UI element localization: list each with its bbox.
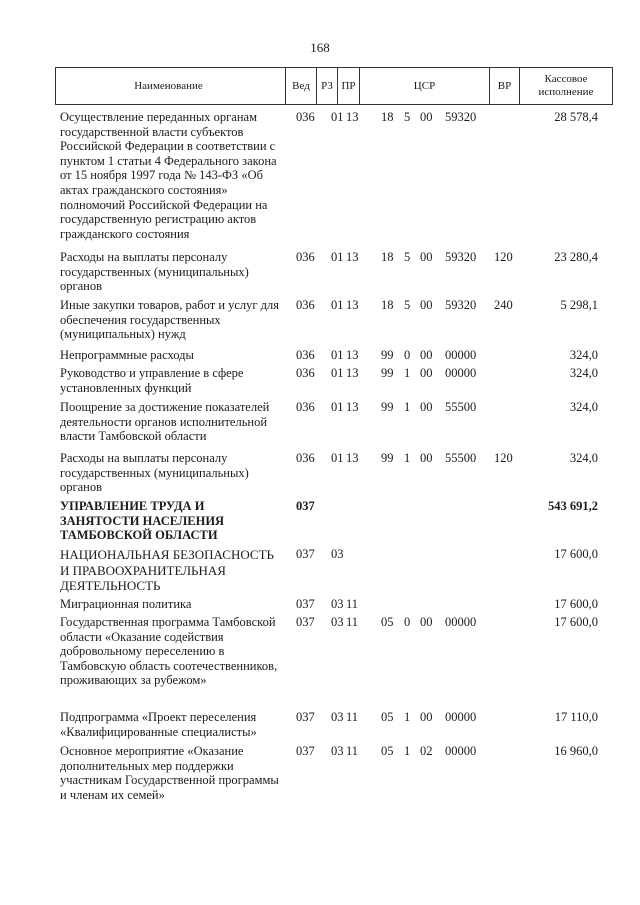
row-name: Руководство и управление в сфере установленных функций [60,366,244,395]
row-pr: 13 [346,298,359,312]
row-ved: 037 [296,615,315,629]
row-amount: 324,0 [569,348,598,362]
row-rz: 01 [331,400,344,414]
row-name: Расходы на выплаты персоналу государственных (муниципальных) органов [60,250,249,294]
row-csr-2: 1 [404,451,411,465]
row-amount: 17 110,0 [554,710,598,724]
header-pr: ПР [337,68,359,104]
row-csr-3: 00 [420,348,433,362]
row-csr-2: 1 [404,710,411,724]
row-csr-3: 00 [420,250,433,264]
row-amount: 543 691,2 [548,499,598,513]
row-rz: 01 [331,298,344,312]
row-name: Основное мероприятие «Оказание дополнительных мер поддержки участникам Государственной программы и членам их семей» [60,744,279,802]
row-csr-3: 00 [420,615,433,629]
row-csr-4: 00000 [445,348,477,362]
row-rz: 01 [331,366,344,380]
header-ved: Вед [285,68,316,104]
row-vr: 120 [494,250,513,264]
row-ved: 036 [296,348,315,362]
row-csr-4: 59320 [445,298,477,312]
row-csr-1: 05 [381,615,394,629]
header-csr: ЦСР [359,68,489,104]
row-pr: 11 [346,710,359,724]
row-csr-3: 00 [420,400,433,414]
row-vr: 120 [494,451,513,465]
row-csr-2: 0 [404,348,411,362]
row-name: НАЦИОНАЛЬНАЯ БЕЗОПАСНОСТЬ И ПРАВООХРАНИТЕЛЬНАЯ ДЕЯТЕЛЬНОСТЬ [60,547,274,593]
row-ved: 036 [296,250,315,264]
page-number: 168 [310,40,330,55]
row-pr: 11 [346,744,359,758]
row-amount: 5 298,1 [560,298,598,312]
row-pr: 11 [346,597,359,611]
row-pr: 13 [346,250,359,264]
row-csr-4: 00000 [445,710,477,724]
row-csr-2: 1 [404,744,411,758]
row-rz: 01 [331,110,344,124]
header-amount: Кассовое исполнение [519,68,612,104]
row-ved: 036 [296,451,315,465]
row-csr-2: 5 [404,250,411,264]
row-pr: 13 [346,400,359,414]
row-csr-4: 59320 [445,110,477,124]
row-ved: 036 [296,298,315,312]
row-csr-4: 00000 [445,366,477,380]
row-name: Осуществление переданных органам государственной власти субъектов Российской Федерации в соответствии с пунктом 1 статьи 4 Федерального закона от 15 ноября 1997 года № 143-ФЗ «Об актах гражданского состояния» полномочий Российской Федерации на государственную регистрацию актов гражданского состояния [60,110,277,241]
row-csr-2: 0 [404,615,411,629]
row-name: Непрограммные расходы [60,348,194,362]
row-csr-3: 00 [420,451,433,465]
row-pr: 13 [346,348,359,362]
row-rz: 03 [331,615,344,629]
row-ved: 036 [296,400,315,414]
row-csr-2: 1 [404,400,411,414]
row-ved: 037 [296,499,315,513]
row-csr-1: 99 [381,451,394,465]
row-csr-3: 00 [420,710,433,724]
row-csr-2: 5 [404,110,411,124]
row-rz: 01 [331,250,344,264]
row-csr-1: 05 [381,710,394,724]
row-pr: 13 [346,110,359,124]
row-pr: 13 [346,451,359,465]
row-pr: 11 [346,615,359,629]
row-csr-1: 05 [381,744,394,758]
header-rz: РЗ [316,68,337,104]
row-name: УПРАВЛЕНИЕ ТРУДА И ЗАНЯТОСТИ НАСЕЛЕНИЯ ТАМБОВСКОЙ ОБЛАСТИ [60,499,225,543]
row-amount: 17 600,0 [554,615,598,629]
row-name: Миграционная политика [60,597,192,611]
row-csr-4: 55500 [445,451,477,465]
table-header [55,67,613,105]
row-ved: 037 [296,597,315,611]
row-rz: 01 [331,451,344,465]
row-csr-4: 00000 [445,615,477,629]
row-csr-4: 55500 [445,400,477,414]
row-csr-3: 00 [420,110,433,124]
header-vr: ВР [489,68,519,104]
row-rz: 03 [331,710,344,724]
row-ved: 036 [296,366,315,380]
row-csr-4: 00000 [445,744,477,758]
row-pr: 13 [346,366,359,380]
row-rz: 03 [331,744,344,758]
row-amount: 324,0 [569,400,598,414]
row-ved: 037 [296,744,315,758]
row-csr-1: 99 [381,366,394,380]
row-amount: 16 960,0 [554,744,598,758]
row-amount: 28 578,4 [554,110,598,124]
row-csr-1: 99 [381,348,394,362]
row-csr-3: 02 [420,744,433,758]
row-rz: 01 [331,348,344,362]
row-name: Государственная программа Тамбовской области «Оказание содействия добровольному переселению в Тамбовскую область соотечественников, проживающих за рубежом» [60,615,278,688]
row-amount: 17 600,0 [554,547,598,561]
row-csr-1: 18 [381,298,394,312]
row-csr-3: 00 [420,366,433,380]
row-csr-1: 99 [381,400,394,414]
row-name: Подпрограмма «Проект переселения «Квалифицированные специалисты» [60,710,257,739]
row-amount: 23 280,4 [554,250,598,264]
row-rz: 03 [331,597,344,611]
row-amount: 324,0 [569,451,598,465]
row-csr-2: 1 [404,366,411,380]
row-name: Расходы на выплаты персоналу государственных (муниципальных) органов [60,451,249,495]
row-vr: 240 [494,298,513,312]
row-ved: 037 [296,710,315,724]
row-amount: 324,0 [569,366,598,380]
row-ved: 036 [296,110,315,124]
row-name: Поощрение за достижение показателей деятельности органов исполнительной власти Тамбовской области [60,400,270,444]
row-csr-1: 18 [381,110,394,124]
row-csr-2: 5 [404,298,411,312]
row-csr-3: 00 [420,298,433,312]
row-ved: 037 [296,547,315,561]
row-amount: 17 600,0 [554,597,598,611]
row-rz: 03 [331,547,344,561]
row-csr-4: 59320 [445,250,477,264]
row-name: Иные закупки товаров, работ и услуг для обеспечения государственных (муниципальных) нужд [60,298,280,342]
header-name: Наименование [134,79,203,92]
row-csr-1: 18 [381,250,394,264]
